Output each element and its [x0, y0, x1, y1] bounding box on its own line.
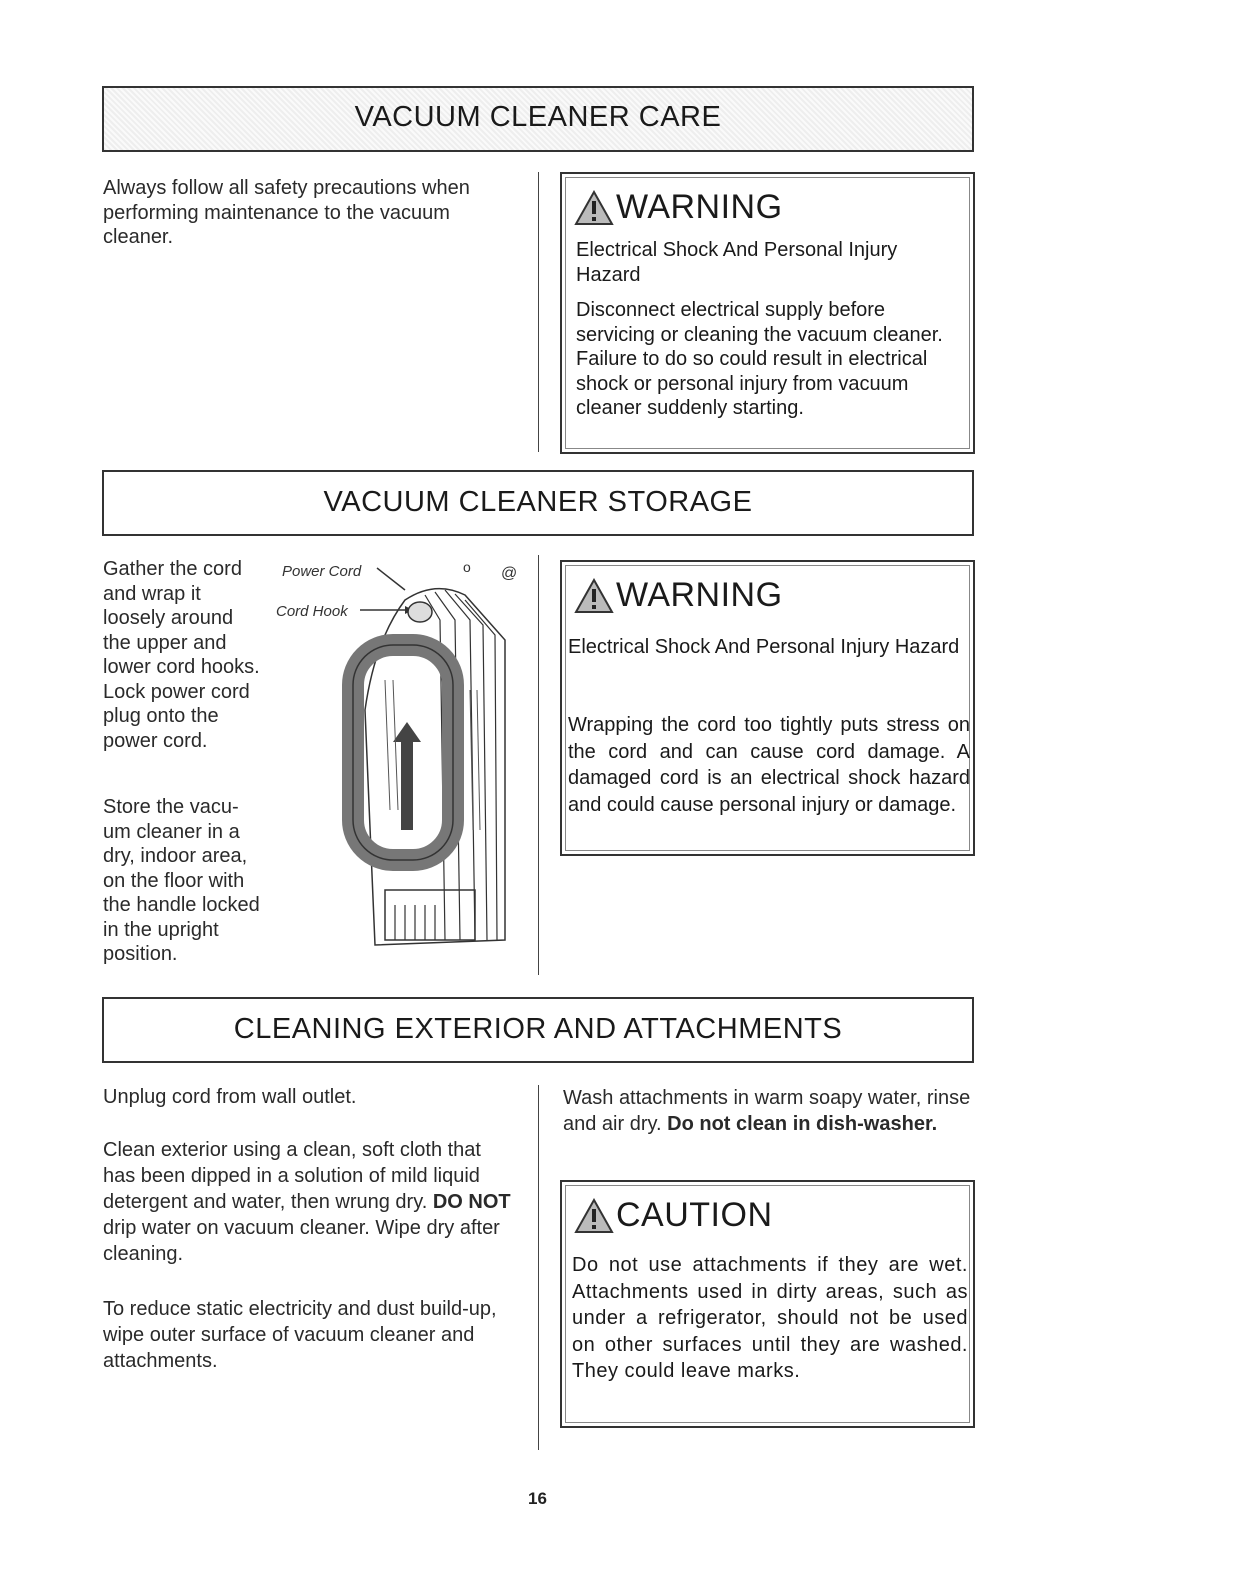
cleaning-para-1: Unplug cord from wall outlet. — [103, 1086, 357, 1108]
cleaning-section-header — [102, 997, 974, 1063]
cleaning-para-2-end: drip water on vacuum cleaner. Wipe dry after cleaning. — [103, 1217, 500, 1265]
warning-heading — [574, 188, 783, 227]
warning-title: WARNING — [616, 576, 783, 614]
care-intro: Always follow all safety precautions when performing maintenance to the vacuum cleaner. — [103, 177, 470, 248]
warning-triangle-icon — [574, 190, 614, 226]
column-divider — [538, 555, 539, 975]
page-number: 16 — [528, 1489, 547, 1508]
svg-text:o: o — [463, 559, 471, 575]
storage-section-title: VACUUM CLEANER STORAGE — [323, 486, 753, 518]
cleaning-para-3: To reduce static electricity and dust build-up, wipe outer surface of vacuum cleaner and attachments. — [103, 1298, 497, 1372]
care-section-header — [102, 86, 974, 152]
warning-title: WARNING — [616, 188, 783, 226]
column-divider — [538, 1085, 539, 1450]
caution-box — [560, 1180, 975, 1428]
wash-text-start: Wash attachments in warm soapy water, rinse and air dry. — [563, 1087, 971, 1135]
vacuum-cord-illustration — [265, 550, 535, 955]
wash-text-bold: Do not clean in dish-washer. — [667, 1113, 938, 1135]
storage-warning-text: Wrapping the cord too tightly puts stress on the cord and can cause cord damage. A damaged cord is an electrical shock hazard and could cause personal injury or damage. — [568, 714, 970, 816]
column-divider — [538, 172, 539, 452]
cleaning-para-2-bold: DO NOT — [432, 1191, 511, 1213]
wash-attachments-text — [563, 1085, 973, 1137]
care-warning-hazard: Electrical Shock And Personal Injury Hazard — [576, 239, 898, 286]
warning-triangle-icon — [574, 1198, 614, 1234]
warning-triangle-icon — [574, 578, 614, 614]
cleaning-para-2-start: Clean exterior using a clean, soft cloth that has been dipped in a solution of mild liquid detergent and water, then wrung dry. — [103, 1139, 481, 1213]
storage-para-1: Gather the cord and wrap it loosely around the upper and lower cord hooks. Lock power cord plug onto the power cord. — [103, 558, 260, 752]
caution-heading — [574, 1196, 773, 1235]
care-warning-box — [560, 172, 975, 454]
caution-title: CAUTION — [616, 1196, 773, 1234]
cord-hook-label: Cord Hook — [276, 603, 348, 620]
cleaning-section-title: CLEANING EXTERIOR AND ATTACHMENTS — [233, 1013, 843, 1045]
care-section-title: VACUUM CLEANER CARE — [354, 101, 722, 133]
care-warning-text: Disconnect electrical supply before servicing or cleaning the vacuum cleaner. Failure to do so could result in electrical shock or personal injury from vacuum cleaner suddenly starting. — [576, 299, 943, 419]
storage-warning-box — [560, 560, 975, 856]
power-cord-label: Power Cord — [282, 563, 362, 580]
svg-text:@: @ — [501, 565, 518, 582]
storage-warning-hazard: Electrical Shock And Personal Injury Hazard — [568, 636, 960, 658]
storage-para-2: Store the vacu-um cleaner in a dry, indoor area, on the floor with the handle locked in the upright position. — [103, 796, 260, 965]
storage-section-header — [102, 470, 974, 536]
caution-text: Do not use attachments if they are wet. Attachments used in dirty areas, such as under a refrigerator, should not be used on other surfaces until they are washed. They could leave marks. — [572, 1254, 968, 1382]
warning-heading — [574, 576, 783, 615]
cleaning-para-2 — [103, 1137, 513, 1267]
